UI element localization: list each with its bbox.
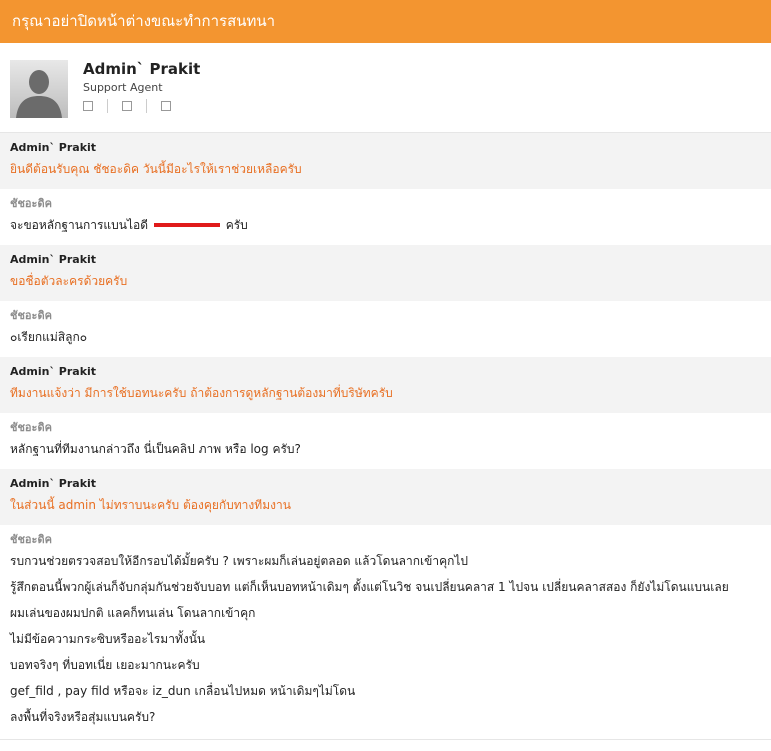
- agent-name: Admin` Prakit: [83, 60, 201, 78]
- message-sender: Admin` Prakit: [10, 477, 97, 490]
- message-text: ขอชื่อตัวละครด้วยครับ: [10, 274, 128, 288]
- agent-card: [0, 43, 771, 133]
- message-text: บอทจริงๆ ที่บอทเนี่ย เยอะมากนะครับ: [10, 658, 200, 672]
- chat-header: [0, 0, 771, 43]
- agent-role: Support Agent: [83, 81, 163, 94]
- message-text: ในส่วนนี้ admin ไม่ทราบนะครับ ต้องคุยกับทางทีมงาน: [10, 498, 291, 512]
- message-text: ทีมงานแจ้งว่า มีการใช้บอทนะครับ ถ้าต้องการดูหลักฐานต้องมาที่บริษัทครับ: [10, 386, 393, 400]
- header-title: กรุณาอย่าปิดหน้าต่างขณะทำการสนทนา: [12, 12, 276, 30]
- message-text: [10, 212, 761, 238]
- divider: [0, 739, 771, 740]
- message-agent: [0, 357, 771, 413]
- user-silhouette-icon: [10, 60, 68, 118]
- message-text-part: ครับ: [225, 218, 248, 232]
- message-user: [0, 525, 771, 751]
- avatar: [10, 60, 68, 118]
- message-agent: [0, 245, 771, 301]
- divider: [146, 99, 147, 113]
- thumbs-up-icon[interactable]: [83, 101, 93, 111]
- email-icon[interactable]: [161, 101, 171, 111]
- message-text: ไม่มีข้อความกระซิบหรืออะไรมาทั้งนั้น: [10, 632, 206, 646]
- message-user: [0, 413, 771, 469]
- message-text: ๐เรียกแม่สิลูก๐: [10, 330, 88, 344]
- message-sender: ชัชอะดิค: [10, 309, 52, 322]
- thumbs-down-icon[interactable]: [122, 101, 132, 111]
- message-sender: Admin` Prakit: [10, 253, 97, 266]
- message-text: หลักฐานที่ทีมงานกล่าวถึง นี่เป็นคลิป ภาพ หรือ log ครับ?: [10, 442, 301, 456]
- message-text: ลงพื้นที่จริงหรือสุ่มแบนครับ?: [10, 710, 156, 724]
- message-sender: Admin` Prakit: [10, 365, 97, 378]
- message-agent: [0, 469, 771, 525]
- message-text: gef_fild , pay fild หรือจะ iz_dun เกลื่อนไปหมด หน้าเดิมๆไม่โดน: [10, 684, 356, 698]
- redaction-mark: [154, 223, 220, 227]
- agent-rating-actions: [83, 99, 185, 113]
- chat-transcript[interactable]: [0, 133, 771, 751]
- message-user: [0, 301, 771, 357]
- message-sender: ชัชอะดิค: [10, 421, 52, 434]
- message-text-part: จะขอหลักฐานการแบนไอดี: [10, 218, 149, 232]
- message-text: ผมเล่นของผมปกติ แลคก็ทนเล่น โดนลากเข้าคุก: [10, 606, 256, 620]
- message-sender: ชัชอะดิค: [10, 533, 52, 546]
- message-sender: ชัชอะดิค: [10, 197, 52, 210]
- message-agent: [0, 133, 771, 189]
- message-text: ยินดีต้อนรับคุณ ชัชอะดิค วันนี้มีอะไรให้เราช่วยเหลือครับ: [10, 162, 302, 176]
- divider: [107, 99, 108, 113]
- message-text: รู้สึกตอนนี้พวกผู้เล่นก็จับกลุ่มกันช่วยจับบอท แต่ก็เห็นบอทหน้าเดิมๆ ตั้งแต่โนวิช จนเปลี่ยนคลาส 1 ไปจน เปลี่ยนคลาสสอง ก็ยังไม่โดนแบนเลย: [10, 580, 729, 594]
- message-sender: Admin` Prakit: [10, 141, 97, 154]
- message-user: [0, 189, 771, 245]
- message-text: รบกวนช่วยตรวจสอบให้อีกรอบได้มั้ยครับ ? เพราะผมก็เล่นอยู่ตลอด แล้วโดนลากเข้าคุกไป: [10, 554, 469, 568]
